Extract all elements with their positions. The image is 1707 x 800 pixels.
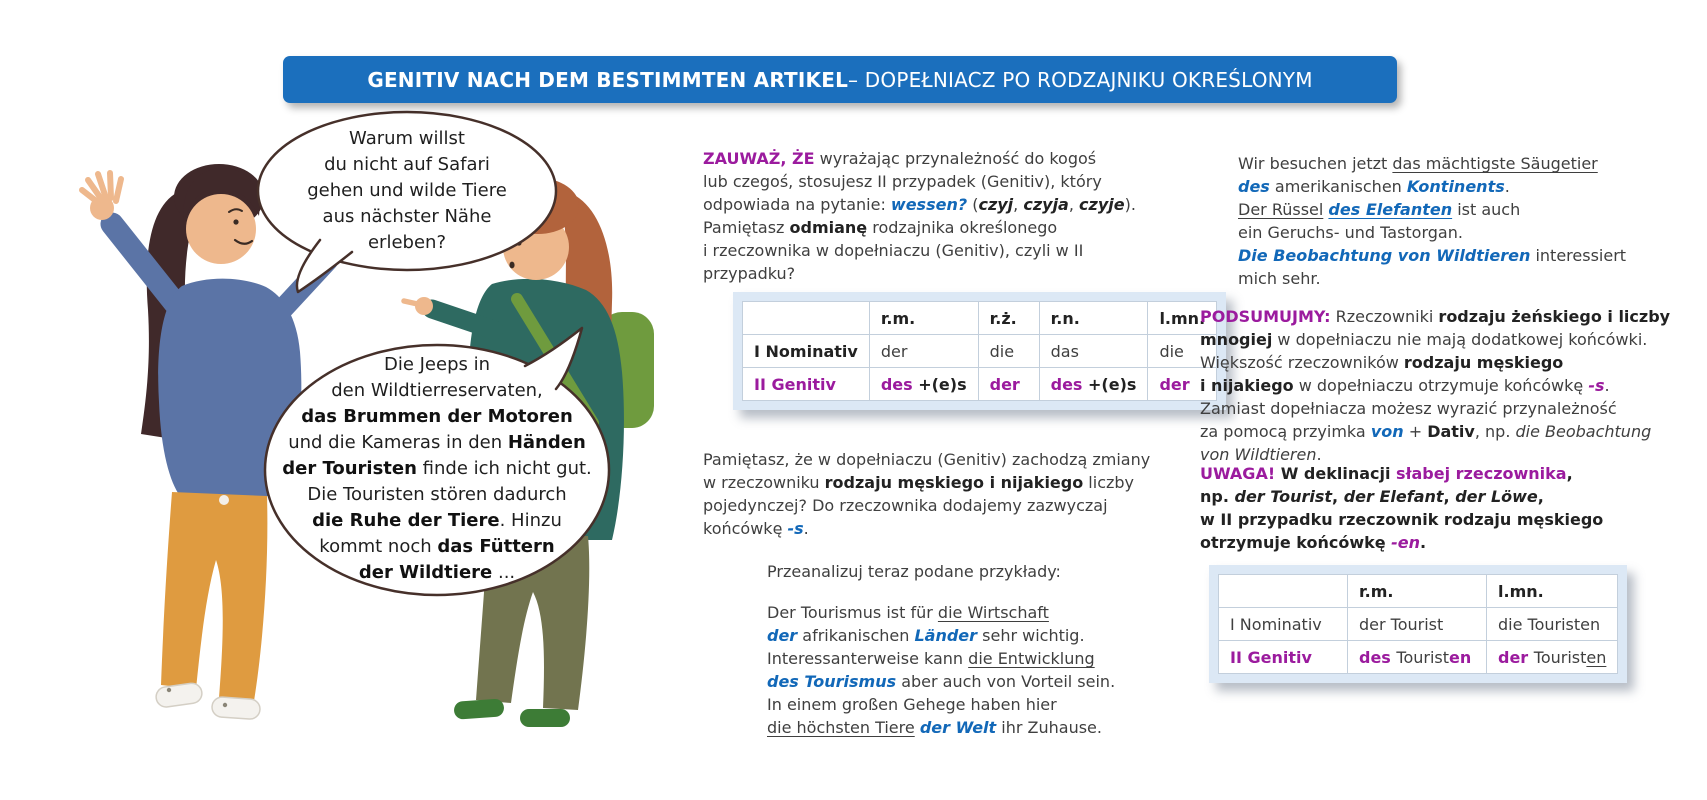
text-line: lub czegoś, stosujesz II przypadek (Genitiv), który bbox=[703, 172, 1102, 191]
table-cell: des +(e)s bbox=[869, 368, 978, 401]
reminder-paragraph bbox=[703, 448, 1150, 540]
text-line: der Wildtiere ... bbox=[358, 562, 516, 583]
text-line: ein Geruchs- und Tastorgan. bbox=[1238, 223, 1463, 242]
table-cell: die Touristen bbox=[1487, 608, 1618, 641]
text-line: ZAUWAŻ, ŻE wyrażając przynależność do kogoś bbox=[703, 149, 1097, 168]
text-line: du nicht auf Safari bbox=[324, 154, 490, 175]
text-line: aus nächster Nähe bbox=[322, 206, 492, 227]
text-line: des Tourismus aber auch von Vorteil sein. bbox=[767, 672, 1116, 691]
examples-lead bbox=[767, 560, 1061, 583]
text-line: des amerikanischen Kontinents. bbox=[1238, 177, 1510, 196]
text-line: mnogiej w dopełniaczu nie mają dodatkowej końcówki. bbox=[1200, 330, 1648, 349]
column-header: r.n. bbox=[1039, 302, 1148, 335]
text-line: Interessanterweise kann die Entwicklung bbox=[767, 649, 1095, 668]
text-line: die Ruhe der Tiere. Hinzu bbox=[312, 510, 562, 531]
text-line: przypadku? bbox=[703, 264, 796, 283]
table-cell: der Touristen bbox=[1487, 641, 1618, 674]
column-header: r.m. bbox=[1348, 575, 1487, 608]
text-line: gehen und wilde Tiere bbox=[307, 180, 507, 201]
table-cell: des Touristen bbox=[1348, 641, 1487, 674]
title-banner bbox=[283, 56, 1397, 103]
text-line: Zamiast dopełniacza możesz wyrazić przynależność bbox=[1200, 399, 1617, 418]
text-line: odpowiada na pytanie: wessen? (czyj, czyja, czyje). bbox=[703, 195, 1136, 214]
text-line: In einem großen Gehege haben hier bbox=[767, 695, 1057, 714]
table-cell: das bbox=[1039, 335, 1148, 368]
tourist-declension-table bbox=[1218, 574, 1618, 674]
text-line: mich sehr. bbox=[1238, 269, 1321, 288]
text-line: Pamiętasz, że w dopełniaczu (Genitiv) zachodzą zmiany bbox=[703, 450, 1151, 469]
text-line: Der Rüssel des Elefanten ist auch bbox=[1238, 200, 1521, 219]
text-line: Der Tourismus ist für die Wirtschaft bbox=[767, 603, 1049, 622]
text-line: und die Kameras in den Händen bbox=[288, 432, 586, 453]
row-header: II Genitiv bbox=[1219, 641, 1348, 674]
text-line: otrzymuje końcówkę -en. bbox=[1200, 533, 1427, 552]
table-cell: der bbox=[1148, 368, 1217, 401]
corner-cell bbox=[1219, 575, 1348, 608]
intro-paragraph bbox=[703, 147, 1136, 285]
text-line: Die Jeeps in bbox=[383, 354, 491, 375]
speech-bubble-1-text bbox=[267, 126, 547, 256]
table-row bbox=[743, 368, 1217, 401]
text-line: UWAGA! W deklinacji słabej rzeczownika, bbox=[1200, 464, 1573, 483]
text-line: Większość rzeczowników rodzaju męskiego bbox=[1200, 353, 1564, 372]
table-row bbox=[743, 335, 1217, 368]
text-line: erleben? bbox=[367, 232, 446, 253]
text-line: Przeanalizuj teraz podane przykłady: bbox=[767, 562, 1061, 581]
text-line: w rzeczowniku rodzaju męskiego i nijakiego liczby bbox=[703, 473, 1135, 492]
column-header: l.mn. bbox=[1148, 302, 1217, 335]
text-line: Die Touristen stören dadurch bbox=[307, 484, 567, 505]
note-paragraph bbox=[1200, 462, 1603, 554]
column-header: r.m. bbox=[869, 302, 978, 335]
row-header: I Nominativ bbox=[1219, 608, 1348, 641]
text-line: końcówkę -s. bbox=[703, 519, 809, 538]
table-cell: der bbox=[869, 335, 978, 368]
text-line: np. der Tourist, der Elefant, der Löwe, bbox=[1200, 487, 1544, 506]
table-cell: der Tourist bbox=[1348, 608, 1487, 641]
text-line: der afrikanischen Länder sehr wichtig. bbox=[767, 626, 1085, 645]
table-cell: die bbox=[1148, 335, 1217, 368]
text-line: Warum willst bbox=[349, 128, 465, 149]
text-line: Die Beobachtung von Wildtieren interessiert bbox=[1238, 246, 1627, 265]
text-line: von Wildtieren. bbox=[1200, 445, 1322, 464]
text-line: die höchsten Tiere der Welt ihr Zuhause. bbox=[767, 718, 1102, 737]
text-line: pojedynczej? Do rzeczownika dodajemy zazwyczaj bbox=[703, 496, 1108, 515]
text-line: za pomocą przyimka von + Dativ, np. die Beobachtung bbox=[1200, 422, 1652, 441]
tourist-table-panel bbox=[1209, 565, 1627, 683]
corner-cell bbox=[743, 302, 870, 335]
genitiv-article-table-panel bbox=[733, 292, 1226, 410]
row-header: I Nominativ bbox=[743, 335, 870, 368]
table-row bbox=[1219, 641, 1618, 674]
column-header: r.ż. bbox=[978, 302, 1039, 335]
right-woman-pointing-hand bbox=[404, 297, 433, 315]
text-line: i nijakiego w dopełniaczu otrzymuje końcówkę -s. bbox=[1200, 376, 1610, 395]
text-line: kommt noch das Füttern bbox=[319, 536, 555, 557]
summary-paragraph bbox=[1200, 305, 1670, 466]
column-header: l.mn. bbox=[1487, 575, 1618, 608]
examples-block bbox=[767, 601, 1115, 739]
text-line: das Brummen der Motoren bbox=[301, 406, 573, 427]
genitiv-article-table bbox=[742, 301, 1217, 401]
table-row bbox=[1219, 608, 1618, 641]
text-line: PODSUMUJMY: Rzeczowniki rodzaju żeńskiego i liczby bbox=[1200, 307, 1671, 326]
table-cell: des +(e)s bbox=[1039, 368, 1148, 401]
text-line: Wir besuchen jetzt das mächtigste Säugetier bbox=[1238, 154, 1598, 173]
table-cell: die bbox=[978, 335, 1039, 368]
title-polish: – DOPEŁNIACZ PO RODZAJNIKU OKREŚLONYM bbox=[848, 67, 1313, 92]
title-german: GENITIV NACH DEM BESTIMMTEN ARTIKEL bbox=[367, 67, 849, 92]
row-header: II Genitiv bbox=[743, 368, 870, 401]
text-line: der Touristen finde ich nicht gut. bbox=[282, 458, 592, 479]
speech-bubble-2-text bbox=[277, 352, 597, 586]
text-line: w II przypadku rzeczownik rodzaju męskiego bbox=[1200, 510, 1604, 529]
table-cell: der bbox=[978, 368, 1039, 401]
text-line: den Wildtierreservaten, bbox=[331, 380, 543, 401]
examples-block-2 bbox=[1238, 152, 1626, 290]
text-line: i rzeczownika w dopełniaczu (Genitiv), czyli w II bbox=[703, 241, 1084, 260]
text-line: Pamiętasz odmianę rodzajnika określonego bbox=[703, 218, 1058, 237]
